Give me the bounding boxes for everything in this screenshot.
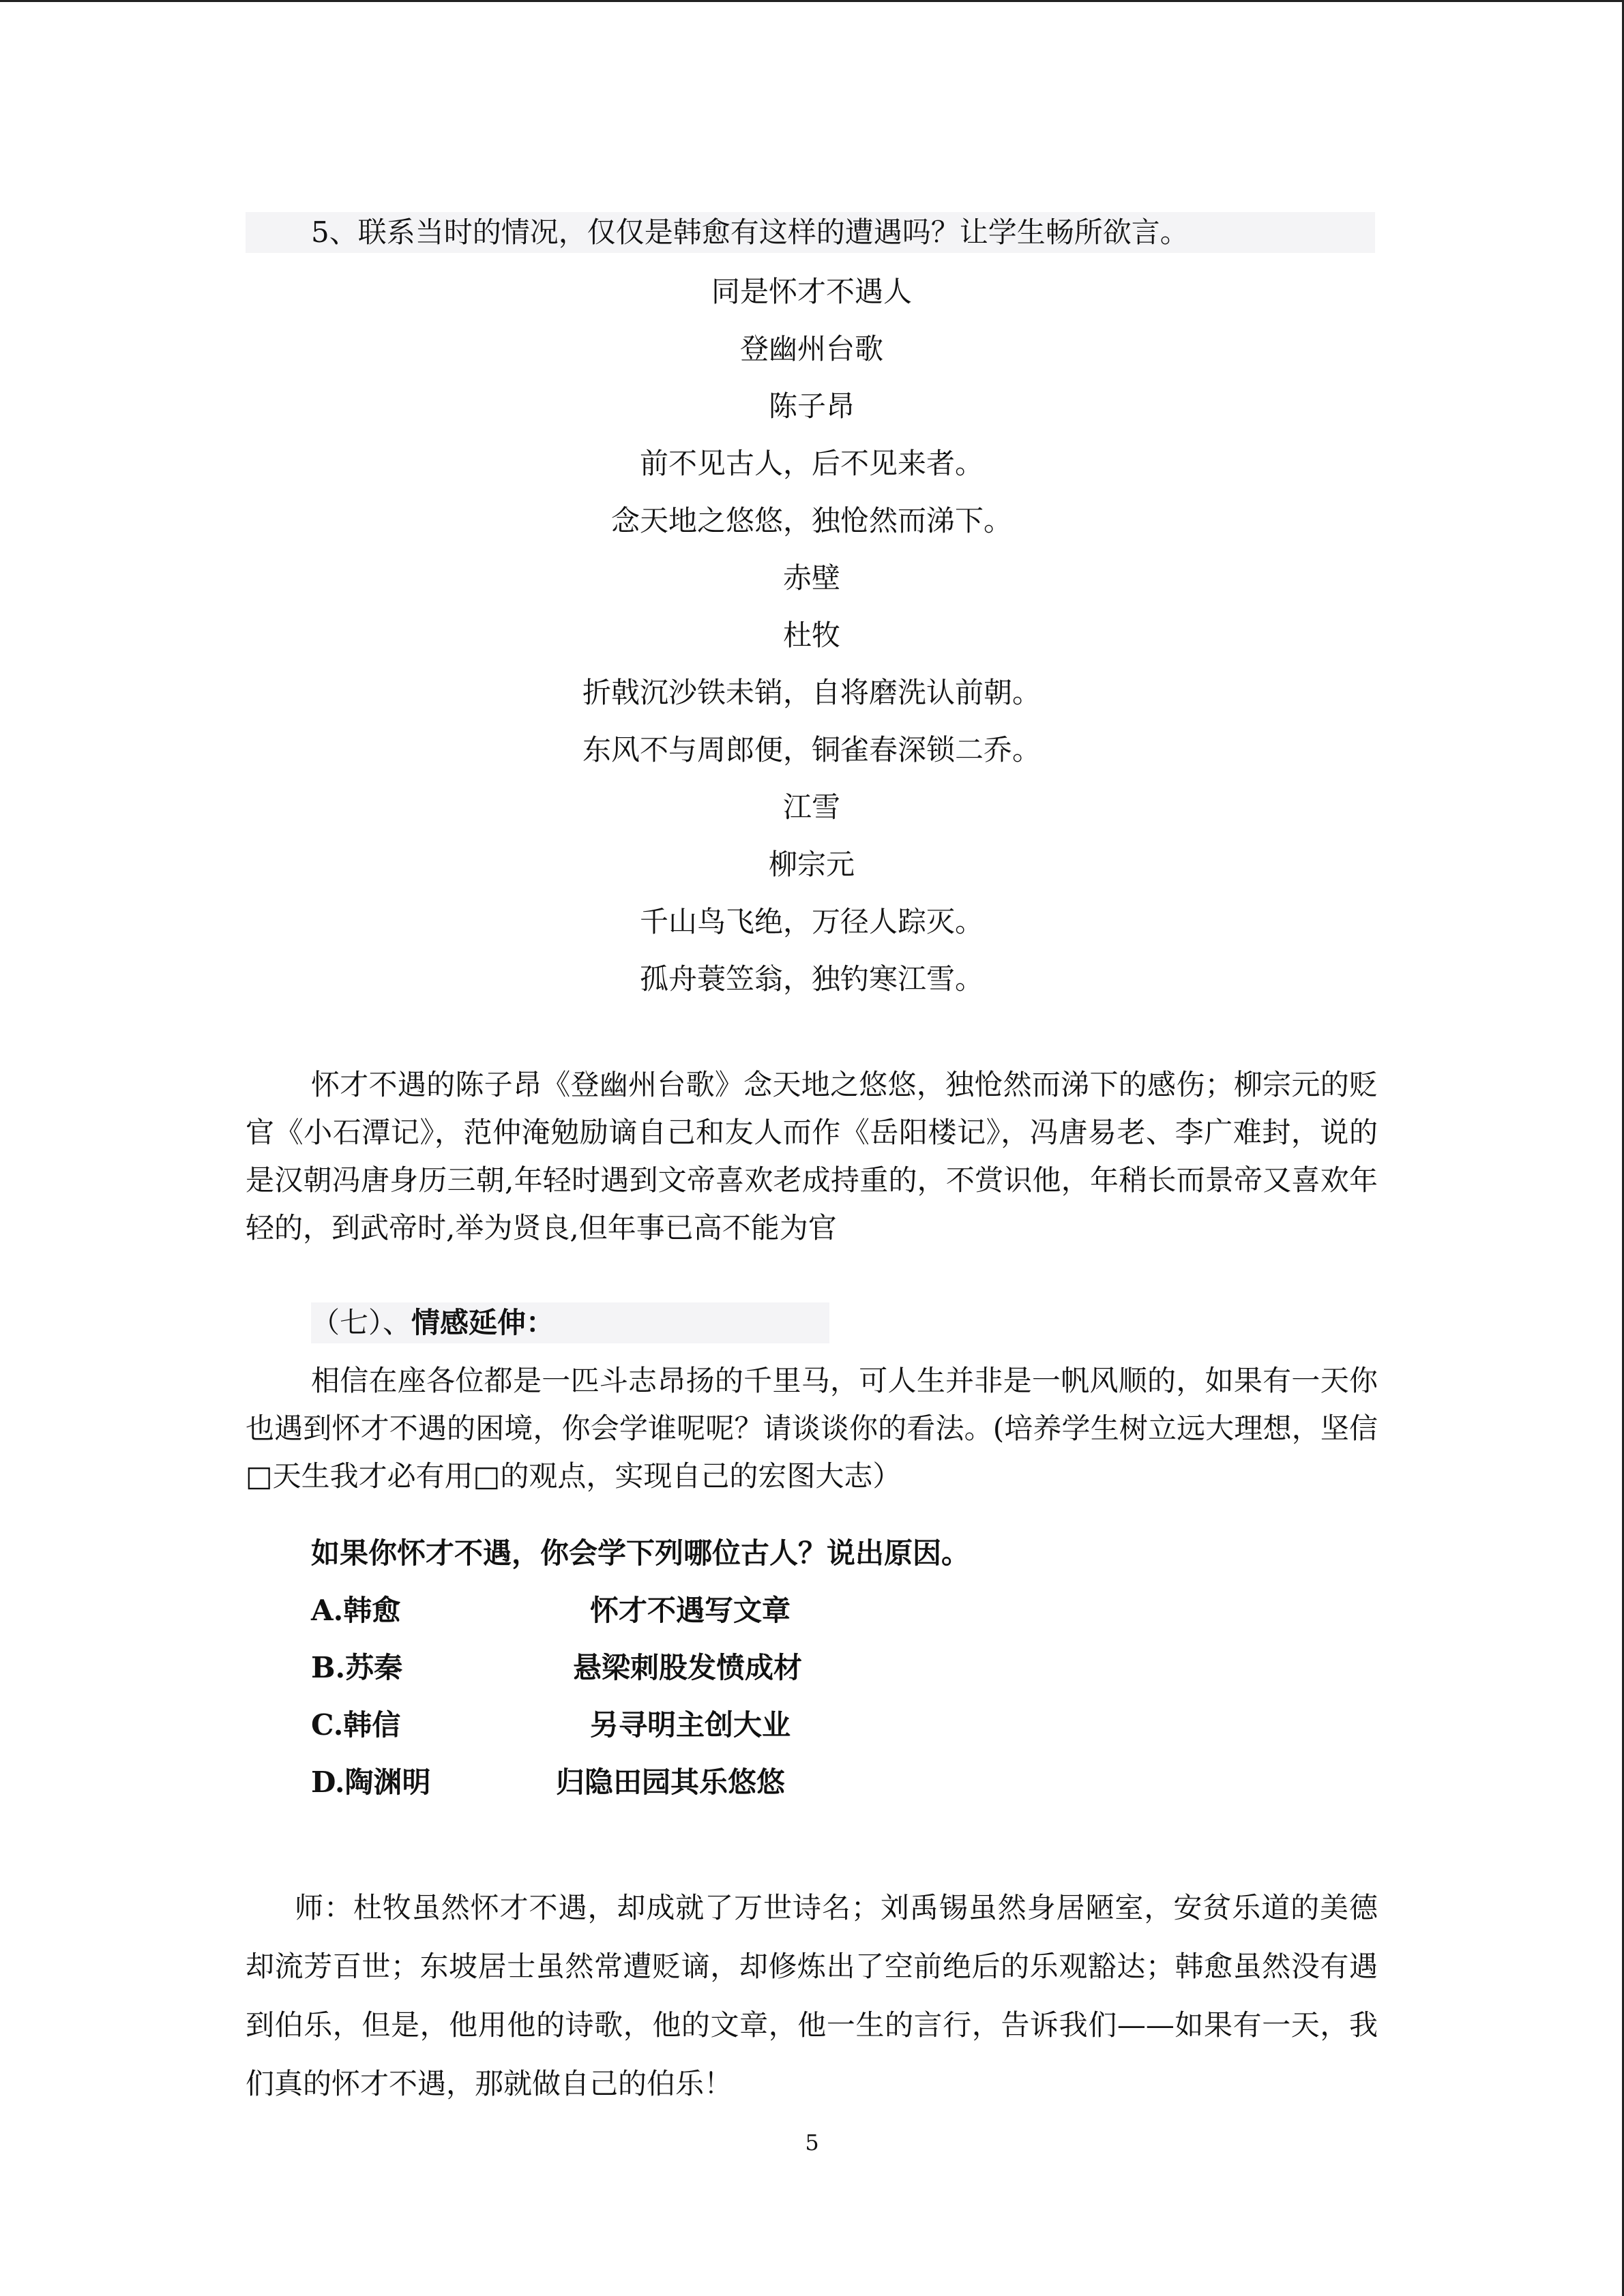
option-desc: 归隐田园其乐悠悠 (556, 1765, 786, 1799)
poem-title: 赤壁 (782, 561, 840, 595)
poem-line: 千山鸟飞绝，万径人踪灭。 (639, 905, 984, 938)
poem-title: 登幽州台歌 (739, 332, 883, 366)
poem-group-title: 同是怀才不遇人 (711, 275, 912, 308)
multiple-choice-question: 如果你怀才不遇，你会学下列哪位古人？说出原因。 (311, 1536, 971, 1570)
poem-author: 柳宗元 (768, 848, 855, 881)
page-border-top (0, 0, 1624, 2)
section-7-heading (311, 1302, 829, 1343)
option-desc: 悬梁刺股发愤成材 (573, 1651, 803, 1684)
option-desc: 怀才不遇写文章 (590, 1594, 791, 1627)
poem-line: 孤舟蓑笠翁，独钓寒江雪。 (639, 962, 984, 996)
section-7-title: 情感延伸： (411, 1306, 555, 1339)
option-name: C.韩信 (311, 1708, 401, 1742)
poem-line: 前不见古人，后不见来者。 (639, 447, 984, 480)
poem-author: 杜牧 (782, 618, 840, 652)
option-name: D.陶渊明 (311, 1765, 431, 1799)
paragraph-extension: 相信在座各位都是一匹斗志昂扬的千里马，可人生并非是一帆风顺的，如果有一天你也遇到怀才不遇的困境，你会学谁呢呢？请谈谈你的看法。(培养学生树立远大理想，坚信□天生我才必有用□的观点，实现自己的宏图大志） (246, 1364, 1378, 1493)
poem-title: 江雪 (782, 790, 840, 824)
poem-line: 东风不与周郎便，铜雀春深锁二乔。 (582, 733, 1041, 766)
option-name: A.韩愈 (311, 1594, 401, 1627)
poem-author: 陈子昂 (768, 389, 855, 423)
section-7-prefix: （七）、 (311, 1306, 412, 1339)
option-name: B.苏秦 (311, 1651, 403, 1684)
poem-line: 折戟沉沙铁未销，自将磨洗认前朝。 (582, 676, 1041, 709)
option-desc: 另寻明主创大业 (590, 1708, 791, 1742)
paragraph-huaicai: 怀才不遇的陈子昂《登幽州台歌》念天地之悠悠，独怆然而涕下的感伤；柳宗元的贬官《小石潭记》，范仲淹勉励谪自己和友人而作《岳阳楼记》，冯唐易老、李广难封，说的是汉朝冯唐身历三朝,年轻时遇到文帝喜欢老成持重的，不赏识他，年稍长而景帝又喜欢年轻的，到武帝时,举为贤良,但年事已高不能为官 (246, 1068, 1378, 1244)
question-5: 5、联系当时的情况，仅仅是韩愈有这样的遭遇吗？让学生畅所欲言。 (246, 212, 1375, 253)
page-number: 5 (805, 2130, 819, 2156)
poem-line: 念天地之悠悠，独怆然而涕下。 (610, 504, 1012, 537)
paragraph-teacher: 师：杜牧虽然怀才不遇，却成就了万世诗名；刘禹锡虽然身居陋室，安贫乐道的美德却流芳百世；东坡居士虽然常遭贬谪，却修炼出了空前绝后的乐观豁达；韩愈虽然没有遇到伯乐，但是，他用他的诗歌，他的文章，他一生的言行，告诉我们——如果有一天，我们真的怀才不遇，那就做自己的伯乐！ (246, 1891, 1378, 2100)
